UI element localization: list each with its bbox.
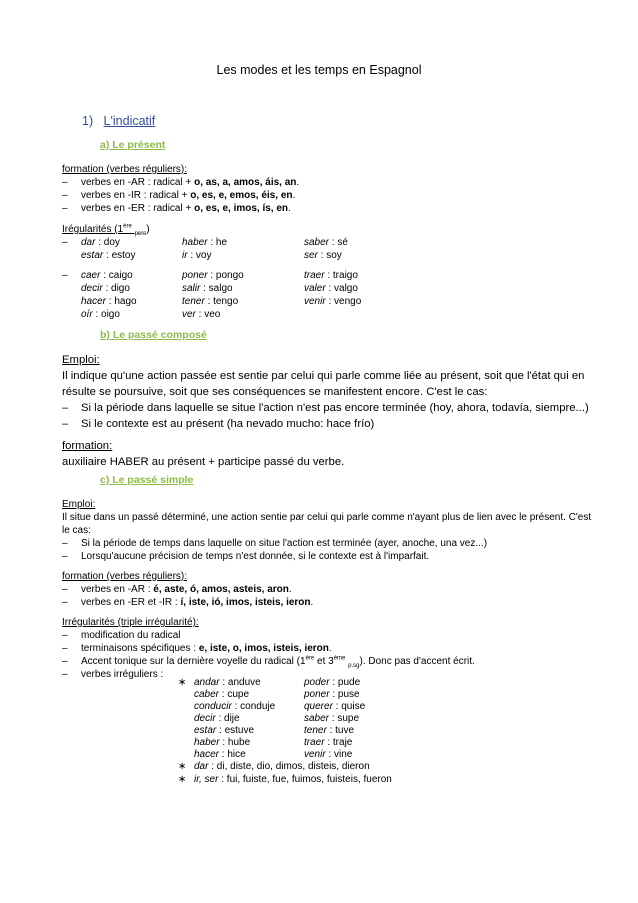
star-bullet-icon: ∗ <box>178 677 187 688</box>
ps-case-1: Si la période de temps dans laquelle on situe l'action est terminée (ayer, anoche, una vez...) <box>81 538 488 549</box>
ps-irr-4: verbes irréguliers : <box>81 669 164 680</box>
verb-form: caer : caigo <box>81 270 133 281</box>
verb-form: estar : estuve <box>194 725 255 736</box>
verb-form: decir : digo <box>81 283 130 294</box>
ps-emploi-title: Emploi: <box>62 499 96 510</box>
ps-formation-ar: verbes en -AR : é, aste, ó, amos, asteis, aron. <box>81 584 292 595</box>
verb-form: ver : veo <box>182 309 221 320</box>
dash: – <box>62 584 68 595</box>
verb-form: ser : soy <box>304 250 342 261</box>
pc-emploi-title: Emploi: <box>62 354 100 366</box>
ps-irr-3: Accent tonique sur la dernière voyelle du radical (1ère et 3ème $_{p.sg}$). Donc pas d'accent écrit. <box>81 655 475 669</box>
list-item: – <box>62 203 68 214</box>
pc-emploi-line-1: Il indique qu'une action passée est sentie par celui qui parle comme liée au présent, soit que l'état qui en <box>62 370 585 382</box>
passe-simple-heading: c) Le passé simple <box>100 474 194 486</box>
verb-form: conducir : conduje <box>194 701 276 712</box>
dash: – <box>62 597 68 608</box>
ps-irr-1: modification du radical <box>81 630 181 641</box>
passe-compose-heading: b) Le passé composé <box>100 329 207 341</box>
list-item-text: verbes en -ER : radical + o, es, e, imos, ís, en. <box>81 203 291 214</box>
dash: – <box>62 551 68 562</box>
dash: – <box>62 237 68 248</box>
pc-emploi-line-2: résulte se poursuive, soit que ses conséquences se manifestent encore. C'est le cas: <box>62 386 488 398</box>
list-item: – <box>62 177 68 188</box>
page-title: Les modes et les temps en Espagnol <box>216 63 422 77</box>
star-bullet-icon: ∗ <box>178 761 187 772</box>
ps-emploi-line-2: le cas: <box>62 525 91 536</box>
verb-form: venir : vine <box>304 749 353 760</box>
verb-form: traer : traigo <box>304 270 358 281</box>
verb-form: poner : pongo <box>182 270 244 281</box>
ps-case-2: Lorsqu'aucune précision de temps n'est donnée, si le contexte est à l'imparfait. <box>81 551 430 562</box>
pc-case-1: Si la période dans laquelle se situe l'action n'est pas encore terminée (hoy, ahora, todavía, siempre...) <box>81 402 589 414</box>
dash: – <box>62 402 69 414</box>
dash: – <box>62 270 68 281</box>
verb-form: poder : pude <box>304 677 361 688</box>
present-irregular-title: Irégularités (1ère $_{pers}$) <box>62 223 150 237</box>
ps-dar-line: dar : di, diste, dio, dimos, disteis, dieron <box>194 761 370 772</box>
dash: – <box>62 643 68 654</box>
verb-form: haber : hube <box>194 737 251 748</box>
ps-irregular-title: Irrégularités (triple irrégularité): <box>62 617 199 628</box>
list-item-text: verbes en -IR : radical + o, es, e, emos, éis, en. <box>81 190 296 201</box>
verb-form: saber : supe <box>304 713 360 724</box>
list-item-text: verbes en -AR : radical + o, as, a, amos, áis, an. <box>81 177 300 188</box>
verb-form: hacer : hago <box>81 296 137 307</box>
present-formation-title: formation (verbes réguliers): <box>62 164 188 175</box>
verb-form: estar : estoy <box>81 250 136 261</box>
verb-form: salir : salgo <box>182 283 233 294</box>
pc-case-2: Si le contexte est au présent (ha nevado mucho: hace frío) <box>81 418 375 430</box>
pc-formation-text: auxiliaire HABER au présent + participe passé du verbe. <box>62 456 345 468</box>
verb-form: querer : quise <box>304 701 366 712</box>
section-heading <box>82 114 155 128</box>
dash: – <box>62 538 68 549</box>
ps-formation-er-ir: verbes en -ER et -IR : í, iste, ió, imos, isteis, ieron. <box>81 597 314 608</box>
verb-form: oír : oigo <box>81 309 120 320</box>
dash: – <box>62 418 69 430</box>
verb-form: haber : he <box>182 237 228 248</box>
verb-form: caber : cupe <box>194 689 250 700</box>
verb-form: traer : traje <box>304 737 353 748</box>
star-bullet-icon: ∗ <box>178 774 187 785</box>
verb-form: poner : puse <box>304 689 360 700</box>
verb-form: tener : tengo <box>182 296 239 307</box>
verb-form: saber : sé <box>304 237 348 248</box>
verb-form: decir : dije <box>194 713 240 724</box>
ps-formation-title: formation (verbes réguliers): <box>62 571 188 582</box>
verb-form: tener : tuve <box>304 725 355 736</box>
list-item: – <box>62 190 68 201</box>
pc-formation-title: formation: <box>62 440 113 452</box>
ps-ir-ser-line: ir, ser : fui, fuiste, fue, fuimos, fuisteis, fueron <box>194 774 392 785</box>
verb-form: ir : voy <box>182 250 212 261</box>
ps-emploi-line-1: Il situe dans un passé déterminé, une action sentie par celui qui parle comme n'ayant plus de lien avec le présent. C'est <box>62 512 592 523</box>
ps-irr-2: terminaisons spécifiques : e, iste, o, imos, isteis, ieron. <box>81 643 332 654</box>
verb-form: venir : vengo <box>304 296 362 307</box>
section-number: 1) <box>82 114 94 128</box>
verb-form: dar : doy <box>81 237 120 248</box>
verb-form: valer : valgo <box>304 283 358 294</box>
dash: – <box>62 669 68 680</box>
verb-form: hacer : hice <box>194 749 246 760</box>
section-label: L'indicatif <box>103 114 156 128</box>
dash: – <box>62 630 68 641</box>
dash: – <box>62 656 68 667</box>
present-heading: a) Le présent <box>100 139 166 151</box>
verb-form: andar : anduve <box>194 677 261 688</box>
